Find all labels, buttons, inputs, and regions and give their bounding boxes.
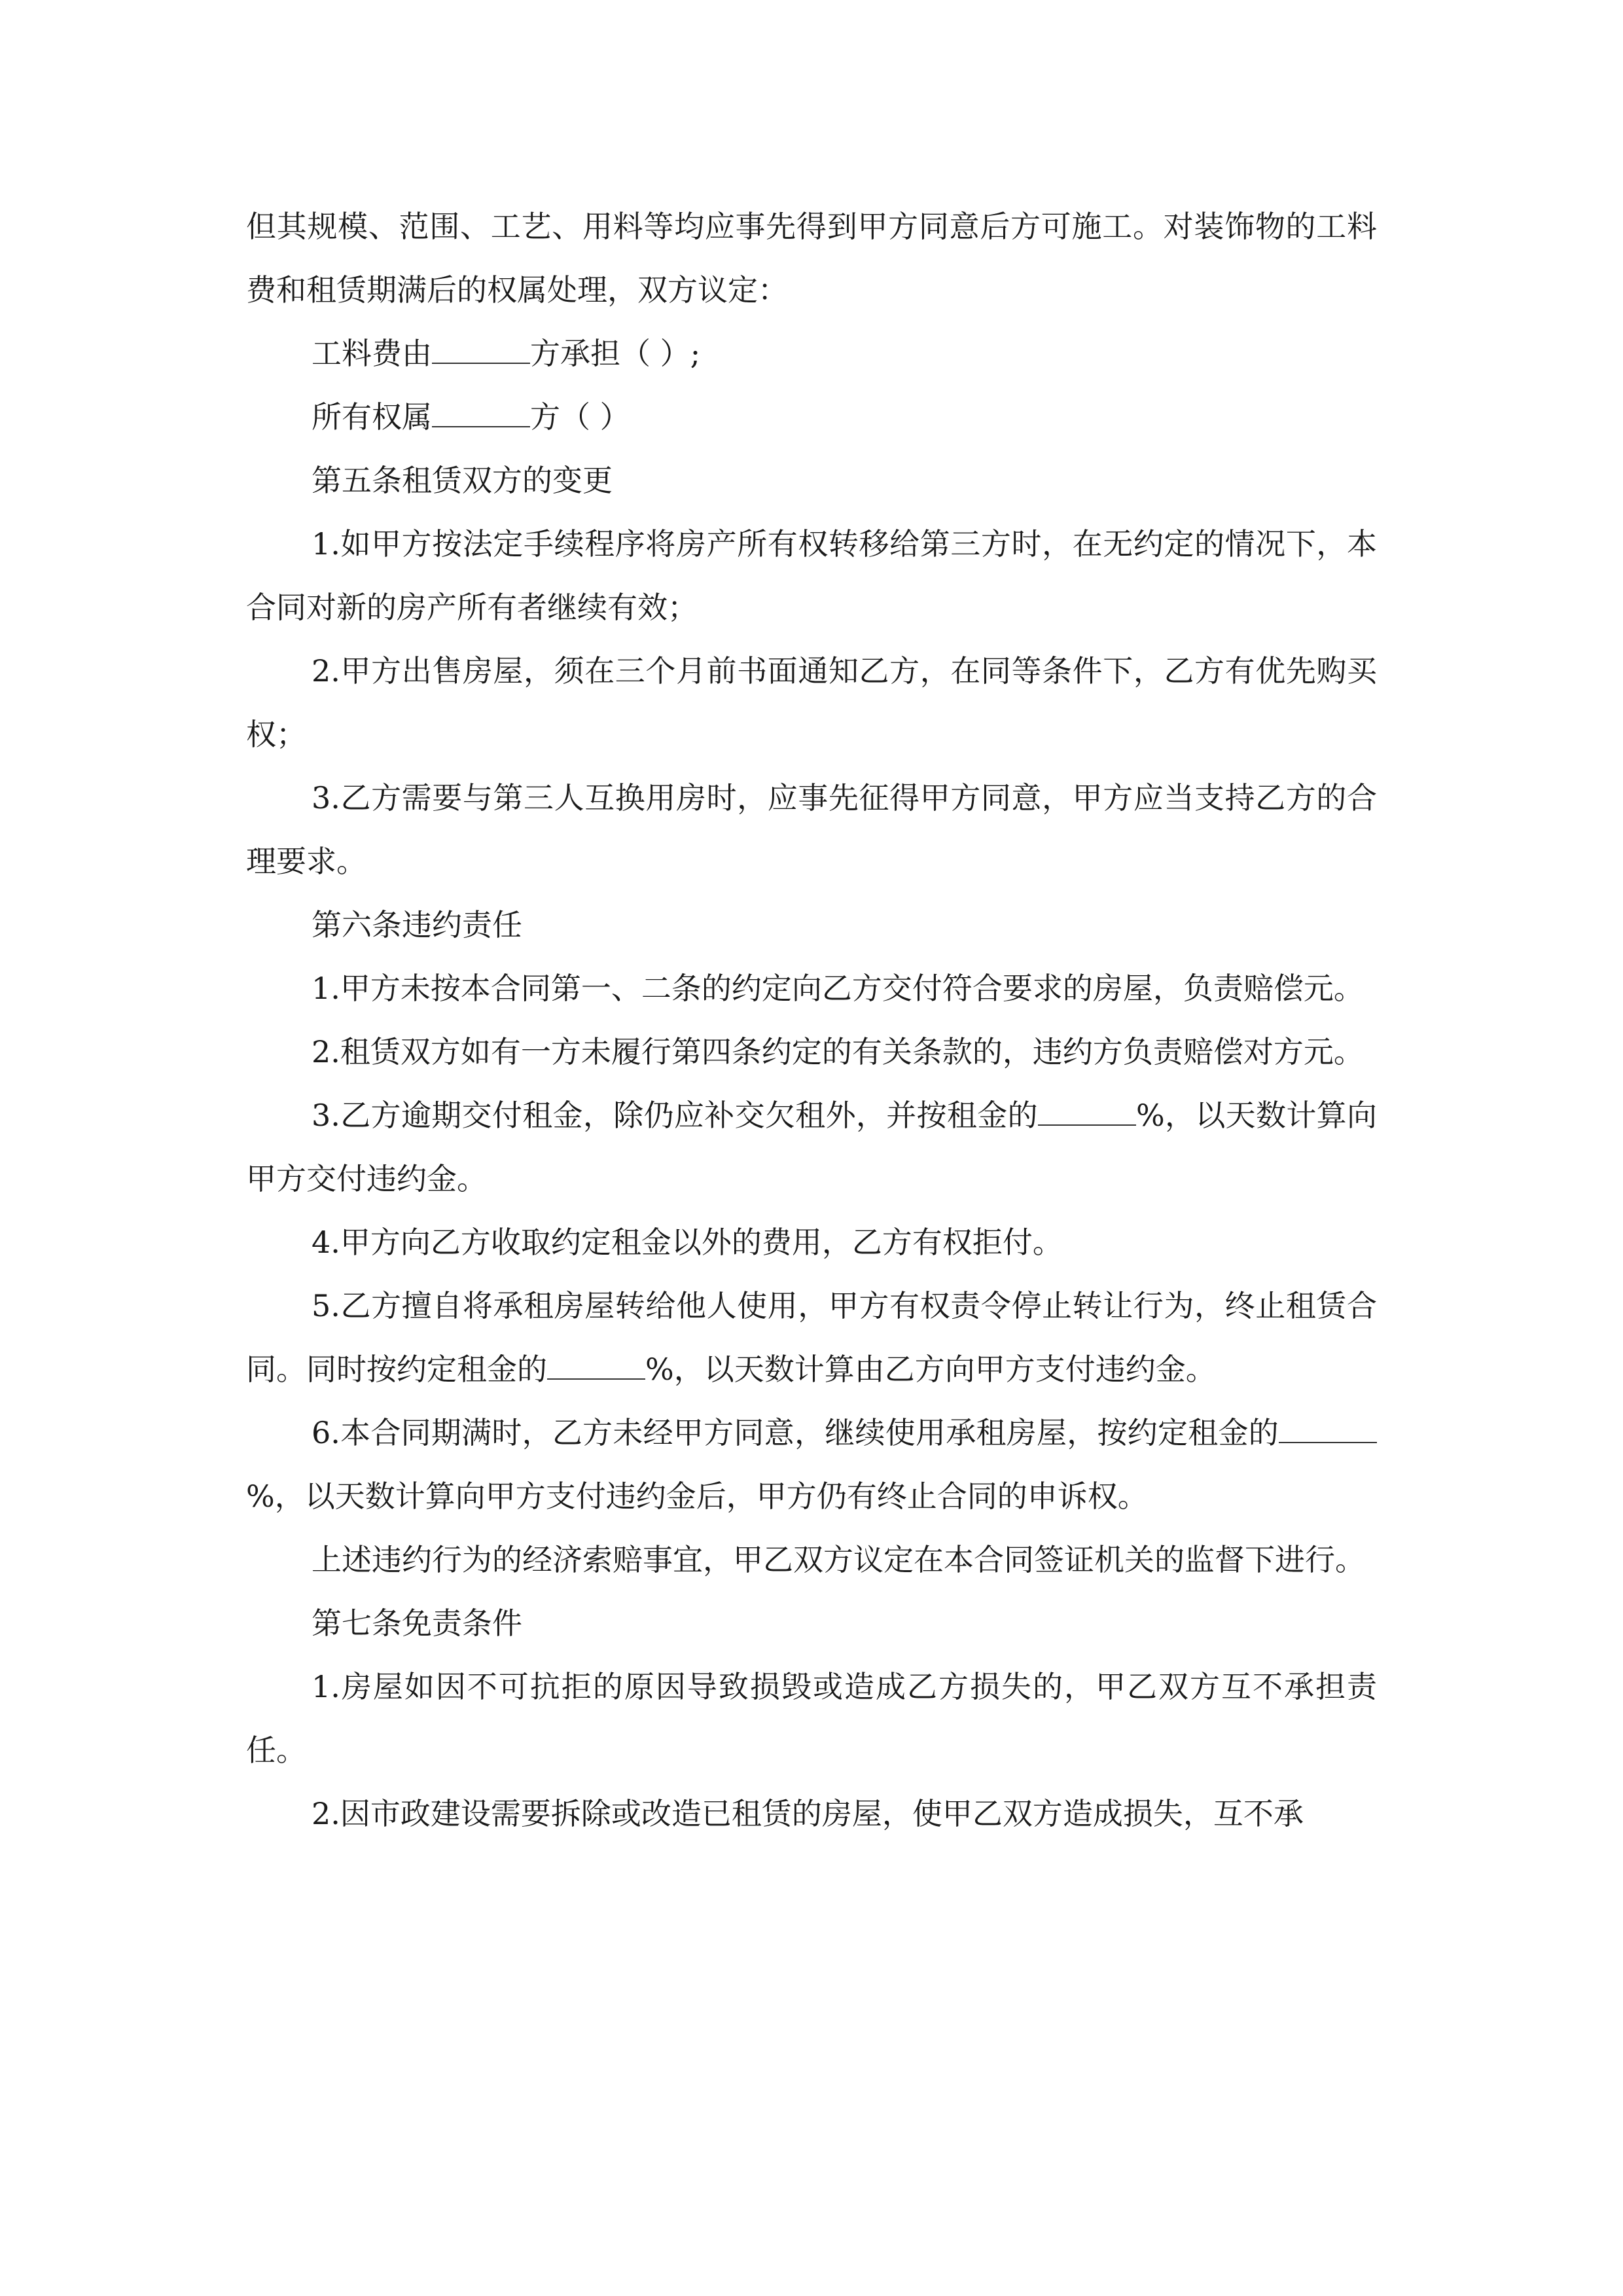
blank-field: [1279, 1418, 1377, 1443]
section-heading-7: 第七条免责条件: [312, 1605, 522, 1641]
clause-5-2: 2.甲方出售房屋，须在三个月前书面通知乙方，在同等条件下，乙方有优先购买权；: [246, 653, 1377, 752]
clause-6-6: [246, 1401, 1377, 1528]
blank-field: [432, 403, 530, 427]
clause-5-1: 1.如甲方按法定手续程序将房产所有权转移给第三方时，在无约定的情况下，本合同对新的房产所有者继续有效；: [246, 526, 1377, 625]
clause-7-1: 1.房屋如因不可抗拒的原因导致损毁或造成乙方损失的，甲乙双方互不承担责任。: [246, 1669, 1377, 1768]
paragraph-material-cost: [246, 322, 1377, 386]
clause-6-1: 1.甲方未按本合同第一、二条的约定向乙方交付符合要求的房屋，负责赔偿元。: [312, 971, 1364, 1006]
clause-6-5-suffix: %，以天数计算由乙方向甲方支付违约金。: [645, 1352, 1216, 1387]
clause-6-4: 4.甲方向乙方收取约定租金以外的费用，乙方有权拒付。: [312, 1225, 1063, 1260]
section-heading-5: 第五条租赁双方的变更: [312, 463, 613, 498]
clause-7-2: 2.因市政建设需要拆除或改造已租赁的房屋，使甲乙双方造成损失，互不承: [312, 1796, 1304, 1831]
clause-6-6-prefix: 6.本合同期满时，乙方未经甲方同意，继续使用承租房屋，按约定租金的: [312, 1415, 1279, 1450]
clause-6-3-prefix: 3.乙方逾期交付租金，除仍应补交欠租外，并按租金的: [312, 1098, 1038, 1133]
ownership-prefix: 所有权属: [312, 399, 432, 435]
material-cost-prefix: 工料费由: [312, 336, 432, 371]
section-heading-6: 第六条违约责任: [312, 907, 522, 942]
clause-6-2: 2.租赁双方如有一方未履行第四条约定的有关条款的，违约方负责赔偿对方元。: [312, 1034, 1364, 1069]
blank-field: [432, 339, 530, 364]
ownership-suffix: 方（ ）: [530, 399, 630, 435]
paragraph-ownership: [246, 386, 1377, 449]
blank-field: [1038, 1101, 1136, 1126]
clause-6-5: [246, 1274, 1377, 1401]
clause-6-6-suffix: %，以天数计算向甲方支付违约金后，甲方仍有终止合同的申诉权。: [246, 1479, 1148, 1514]
clause-6-summary: 上述违约行为的经济索赔事宜，甲乙双方议定在本合同签证机关的监督下进行。: [312, 1542, 1365, 1577]
blank-field: [547, 1355, 645, 1380]
clause-6-5-prefix: 5.乙方擅自将承租房屋转给他人使用，甲方有权责令停止转让行为，终止租赁合同。同时按约定租金的: [246, 1288, 1377, 1387]
clause-6-3: [246, 1084, 1377, 1211]
paragraph-decoration-terms: 但其规模、范围、工艺、用料等均应事先得到甲方同意后方可施工。对装饰物的工料费和租赁期满后的权属处理，双方议定：: [246, 209, 1377, 308]
document-body: [246, 195, 1377, 1846]
material-cost-suffix: 方承担（ ）;: [530, 336, 701, 371]
clause-5-3: 3.乙方需要与第三人互换用房时，应事先征得甲方同意，甲方应当支持乙方的合理要求。: [246, 780, 1377, 879]
clause-6-3-suffix: %，以天数计算向甲方交付违约金。: [246, 1098, 1377, 1196]
